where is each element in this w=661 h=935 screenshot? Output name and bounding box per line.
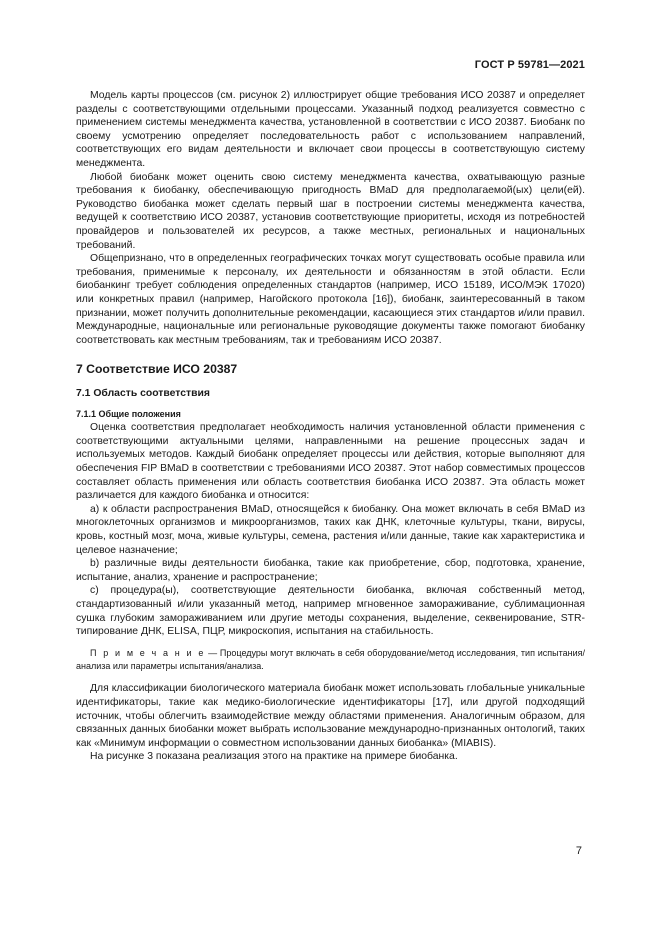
paragraph-quality-management: Любой биобанк может оценить свою систему менеджмента качества, охватывающую разные требования к биобанку, обеспечивающую пригодность BMaD для предполагаемой(ых) цели(ей). Руководство биобанка может сделать первый шаг в построении системы менеджмента качества, ведущей к соответствию ИСО 20387, установив соответствующие приоритеты, исходя из потребностей провайдеров и пользователей их ресурсов, а также местных, региональных и национальных требований. bbox=[76, 171, 585, 251]
note-text: — Процедуры могут включать в себя оборудование/метод исследования, тип испытания/анализа или параметры испытания/анализа. bbox=[76, 647, 585, 671]
paragraph-identifiers: Для классификации биологического материала биобанк может использовать глобальные уникальные идентификаторы, такие как медико-биологические идентификаторы [17], или другой подходящий источник, чтобы облегчить взаимодействие между областями применения. Аналогичным образом, для связанных данных биобанки может выбрать использование международно-признанных онтологий, таких как «Минимум информации о совместном использовании данных биобанка» (MIABIS). bbox=[76, 683, 585, 749]
note bbox=[76, 647, 585, 673]
section-title: 7 Соответствие ИСО 20387 bbox=[76, 362, 238, 377]
subsubsection-title: 7.1.1 Общие положения bbox=[76, 409, 181, 420]
paragraph-conformity-assessment: Оценка соответствия предполагает необходимость наличия установленной области применения с соответствующими актуальными целями, направленными на решение процессных задач и используемых методов. Каждый биобанк определяет процессы или действия, которые выполняют для обеспечения FIP BMaD в соответствии с требованиями ИСО 20387. Этот набор совместимых процессов составляет область применения или область соответствия биобанка ИСО 20387. Эта область может различается для каждого биобанка и относится: bbox=[76, 422, 585, 502]
paragraph-figure-reference: На рисунке 3 показана реализация этого на практике на примере биобанка. bbox=[90, 751, 458, 763]
standard-code-header: ГОСТ Р 59781—2021 bbox=[474, 59, 585, 71]
paragraph-regional-requirements: Общепризнано, что в определенных географических точках могут существовать особые правила или требования, применимые к персоналу, их деятельности и обязанностям в этой области. Если биобанкинг требует соблюдения определенных стандартов (например, ИСО 15189, ИСО/МЭК 17020) или конкретных правил (например, Нагойского протокола [16]), биобанк, заинтересованный в таком признании, может получить дополнительные рекомендации, касающиеся этих стандартов и/или правил. Международные, национальные или региональные руководящие документы также помогают биобанку соответствовать как местным требованиям, так и требованиям ИСО 20387. bbox=[76, 253, 585, 346]
page-content bbox=[76, 89, 585, 764]
paragraph-process-map: Модель карты процессов (см. рисунок 2) иллюстрирует общие требования ИСО 20387 и определяет разделы с соответствующими отдельными процессами. Указанный подход реализуется совместно с применением системы менеджмента качества, установленной в соответствии с ИСО 20387. Биобанк по своему усмотрению определяет последовательность работ с использованием направлений, соответствующих его видам деятельности и включает свои процессы в соответствующую систему менеджмента. bbox=[76, 90, 585, 169]
list-item-a: а) к области распространения BMaD, относящейся к биобанку. Она может включать в себя BMaD из многоклеточных организмов и микроорганизмов, таких как ДНК, клеточные культуры, ткани, вирусы, кровь, костный мозг, моча, живые культуры, семена, растения и/или данные, такие как характеристика и целевое назначение; bbox=[76, 503, 585, 556]
list-item-b: b) различные виды деятельности биобанка, такие как приобретение, сбор, подготовка, хранение, испытание, анализ, хранение и распространение; bbox=[76, 558, 585, 583]
subsection-title: 7.1 Область соответствия bbox=[76, 388, 210, 400]
note-label: П р и м е ч а н и е bbox=[90, 647, 206, 658]
page-number: 7 bbox=[575, 845, 582, 857]
list-item-c: c) процедура(ы), соответствующие деятельности биобанка, включая собственный метод, стандартизованный и/или указанный метод, например мгновенное замораживание, сублимационная сушка глубоким замораживанием или другие методы сохранения, выделение, секвенирование, STR-типирование ДНК, ELISA, ПЦР, микроскопия, испытания на стабильность. bbox=[76, 585, 585, 638]
